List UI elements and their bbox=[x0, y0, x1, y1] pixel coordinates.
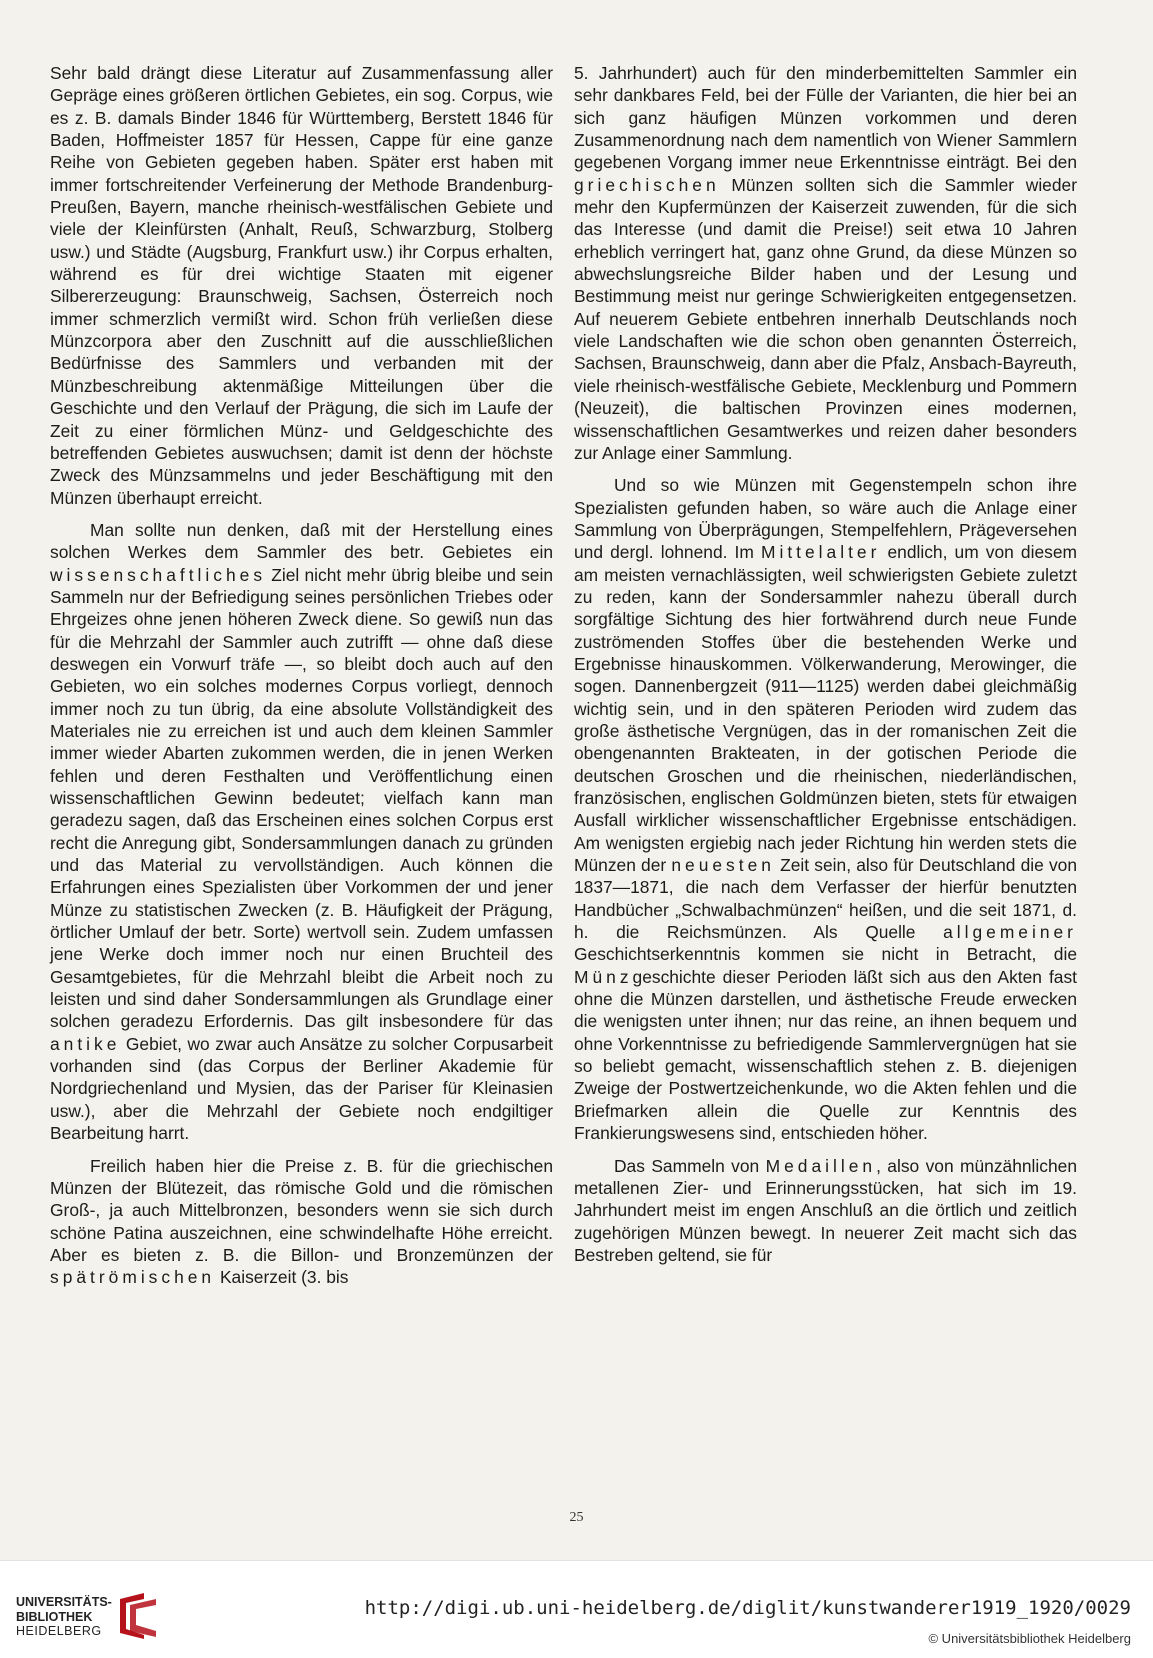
right-column bbox=[574, 62, 1077, 1266]
spaced-emphasis: griechischen bbox=[574, 174, 720, 195]
paragraph-text: Das Sammeln von bbox=[614, 1155, 760, 1176]
logo-line: HEIDELBERG bbox=[16, 1624, 102, 1638]
copyright-notice: © Universitätsbibliothek Heidelberg bbox=[928, 1631, 1131, 1646]
paragraph bbox=[574, 474, 1077, 1144]
paragraph-text: 5. Jahrhundert) auch für den minderbemittelten Sammler ein sehr dankbares Feld, bei der Fülle der Varianten, die hier bei an sich ganz häufigen Münzen vorkommen und deren Zusammenordnung nach dem namentlich von Wiener Sammlern gegebenen Vorgang immer neue Erkenntnisse einträgt. Bei den bbox=[574, 63, 1077, 173]
paragraph bbox=[50, 62, 553, 509]
spaced-emphasis: spätrömischen bbox=[50, 1267, 216, 1288]
spaced-emphasis: neuesten bbox=[671, 855, 775, 876]
footer-bar bbox=[0, 1560, 1153, 1658]
paragraph-text: Freilich haben hier die Preise z. B. für die griechischen Münzen der Blütezeit, das römische Gold und die römischen Groß-, ja auch Mittelbronzen, besonders wenn sie sich durch schöne Patina auszeichnen, eine schwindelhafte Höhe erreicht. Aber es bieten z. B. die Billon- und Bronzemünzen der bbox=[50, 1155, 553, 1265]
spaced-emphasis: Mittelalter bbox=[760, 542, 881, 563]
paragraph bbox=[50, 519, 553, 1145]
page-number: 25 bbox=[569, 1510, 584, 1525]
paragraph-text: , also von münzähnlichen metallenen Zier- und Erinnerungsstücken, hat sich im 19. Jahrhundert meist im engen Anschluß an die örtlich und zeitlich zugehörigen Münzen bewegt. In neuerer Zeit macht sich das Bestreben geltend, sie für bbox=[574, 1155, 1077, 1265]
paragraph-text: Sehr bald drängt diese Literatur auf Zusammenfassung aller Gepräge eines größeren örtlichen Gebietes, ein sog. Corpus, wie es z. B. damals Binder 1846 für Württemberg, Berstett 1846 für Baden, Hoffmeister 1857 für Hessen, Cappe für eine ganze Reihe von Gebieten gegeben haben. Später erst haben mit immer fortschreitender Verfeinerung der Methode Brandenburg-Preußen, Bayern, manche rheinisch-westfälischen Gebiete und viele der Kleinfürsten (Anhalt, Reuß, Schwarzburg, Stolberg usw.) und Städte (Augsburg, Frankfurt usw.) ihr Corpus erhalten, während es für drei wichtige Staaten mit eigener Silbererzeugung: Braunschweig, Sachsen, Österreich noch immer schmerzlich vermißt wird. Schon früh verließen diese Münzcorpora aber den Zuschnitt auf die ausschließlichen Bedürfnisse des Sammlers und verbanden mit der Münzbeschreibung aktenmäßige Mitteilungen über die Geschichte und den Verlauf der Prägung, die sich im Laufe der Zeit zu einer förmlichen Münz- und Geldgeschichte des betreffenden Gebietes auswuchsen; damit ist denn der höchste Zweck des Münzsammelns und jeder Beschäftigung mit den Münzen überhaupt erreicht. bbox=[50, 63, 553, 508]
paragraph-text: endlich, um von diesem am meisten vernachlässigten, weil schwierigsten Gebiete zuletzt zu reden, kann der Sondersammler nahezu überall durch sorgfältige Sichtung des hier fortwährend durch neue Funde zuströmenden Stoffes über die bestehenden Werke und Ergebnisse hinauskommen. Völkerwanderung, Merowinger, die sogen. Dannenbergzeit (911—1125) werden dabei gleichmäßig wichtig sein, und in den späteren Perioden wird zudem das große ästhetische Vergnügen, das in der romanischen Zeit die obengenannten Brakteaten, in der gotischen Periode die deutschen Groschen und die rheinischen, niederländischen, französischen, englischen Goldmünzen bieten, stets für etwaigen Ausfall wirklicher wissenschaftlicher Ergebnisse entschädigen. Am wenigsten ergiebig nach jeder Richtung hin werden stets die Münzen der bbox=[574, 542, 1077, 876]
paragraph bbox=[574, 1155, 1077, 1267]
spaced-emphasis: allgemeiner bbox=[943, 922, 1077, 943]
spaced-emphasis: Münz bbox=[574, 966, 633, 987]
paragraph-text: Zeit sein, also für Deutschland die von 1837—1871, die nach dem Verfasser der hierfür benutzten Handbücher „Schwalbachmünzen“ heißen, und die seit 1871, d. h. die Reichsmünzen. Als Quelle bbox=[574, 855, 1078, 943]
paragraph-text: Geschichtserkenntnis kommen sie nicht in Betracht, die bbox=[574, 944, 1077, 965]
spaced-emphasis: Medaillen bbox=[765, 1155, 877, 1176]
paragraph-text: Ziel nicht mehr übrig bleibe und sein Sammeln nur der Befriedigung seines persönlichen Triebes oder Ehrgeizes ohne jenen höheren Zweck diene. So gewiß nun das für die Mehrzahl der Sammler auch zutrifft — ohne daß diese deswegen ein Vorwurf träfe —, so bleibt doch auch auf den Gebieten, wo ein solches modernes Corpus vorliegt, dennoch immer noch zu tun übrig, da eine absolute Vollständigkeit des Materiales nie zu erreichen ist und auch dem kleinen Sammler immer wieder Abarten zukommen werden, die in jenen Werken fehlen und deren Festhalten und Veröffentlichung einen wissenschaftlichen Gewinn bedeutet; vielfach kann man geradezu sagen, daß das Erscheinen eines solchen Corpus erst recht die Anregung gibt, Sondersammlungen danach zu gründen und das Material zu vervollständigen. Auch können die Erfahrungen eines Spezialisten über Vorkommen der und jener Münze zu statistischen Zwecken (z. B. Häufigkeit der Prägung, örtlicher Umlauf der betr. Sorte) wertvoll sein. Zudem umfassen jene Werke doch immer noch nur einen Bruchteil des Gesamtgebietes, für die Mehrzahl bleibt die Arbeit noch zu leisten und sind daher Sondersammlungen als Grundlage einer solchen geradezu Erfordernis. Das gilt insbesondere für das bbox=[50, 564, 553, 1032]
paragraph bbox=[574, 62, 1077, 464]
paragraph-text: geschichte dieser Perioden läßt sich aus den Akten fast ohne die Münzen darstellen, und ästhetische Freude erwecken die wenigsten unter ihnen; nur das reine, an ihnen bequem und ohne Vorkenntnisse zu befriedigende Sammlervergnügen hat sie so beliebt gemacht, wissenschaftlich stehen z. B. diejenigen Zweige der Postwertzeichenkunde, wo die Akten fehlen und die Briefmarken allein die Quelle zur Kenntnis des Frankierungswesens sind, entschieden höher. bbox=[574, 966, 1077, 1144]
paragraph bbox=[50, 1155, 553, 1289]
paragraph-text: Man sollte nun denken, daß mit der Herstellung eines solchen Werkes dem Sammler des betr. Gebietes ein bbox=[50, 519, 553, 563]
paragraph-text: Kaiserzeit (3. bis bbox=[219, 1267, 349, 1288]
spaced-emphasis: antike bbox=[50, 1033, 121, 1054]
document-url-link[interactable]: http://digi.ub.uni-heidelberg.de/diglit/kunstwanderer1919_1920/0029 bbox=[364, 1597, 1131, 1619]
paragraph-text: Gebiet, wo zwar auch Ansätze zu solcher Corpusarbeit vorhanden sind (das Corpus der Berliner Akademie für Nordgriechenland und Mysien, das der Pariser für Kleinasien usw.), aber die Mehrzahl der Gebiete noch endgiltiger Bearbeitung harrt. bbox=[50, 1033, 553, 1144]
logo-line: BIBLIOTHEK bbox=[16, 1609, 93, 1624]
left-column bbox=[50, 62, 553, 1289]
library-logo-icon[interactable] bbox=[114, 1589, 162, 1641]
paragraph-text: Und so wie Münzen mit Gegenstempeln schon ihre Spezialisten gefunden haben, so wäre auch die Anlage einer Sammlung von Überprägungen, Stempelfehlern, Prägeversehen und dergl. lohnend. Im bbox=[574, 475, 1077, 563]
paragraph-text: Münzen sollten sich die Sammler wieder mehr den Kupfermünzen der Kaiserzeit zuwenden, für die sich das Interesse (und damit die Preise!) seit etwa 10 Jahren erheblich verringert hat, ganz ohne Grund, da diese Münzen so abwechslungsreiche Bilder haben und der Lesung und Bestimmung meist nur geringe Schwierigkeiten entgegensetzen. Auf neuerem Gebiete entbehren innerhalb Deutschlands noch viele Landschaften wie die schon oben genannten Österreich, Sachsen, Braunschweig, dann aber die Pfalz, Ansbach-Bayreuth, viele rheinisch-westfälische Gebiete, Mecklenburg und Pommern (Neuzeit), die baltischen Provinzen eines modernen, wissenschaftlichen Gesamtwerkes und reizen daher besonders zur Anlage einer Sammlung. bbox=[574, 174, 1077, 463]
library-logo-text[interactable] bbox=[16, 1595, 112, 1639]
spaced-emphasis: wissenschaftliches bbox=[50, 564, 267, 585]
logo-line: UNIVERSITÄTS- bbox=[16, 1595, 112, 1609]
